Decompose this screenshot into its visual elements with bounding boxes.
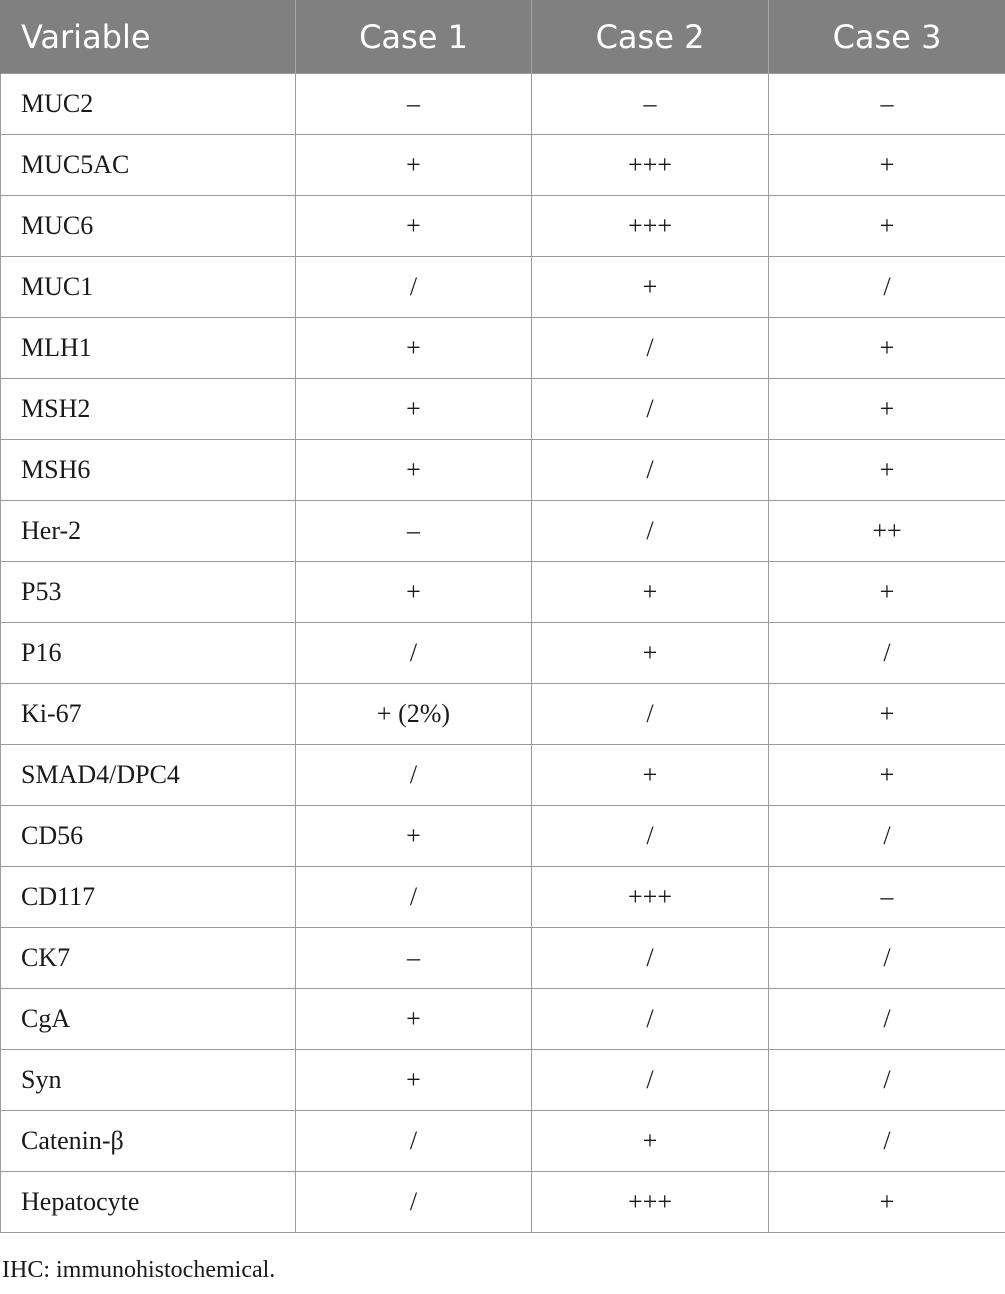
case-1-cell: / — [296, 623, 532, 684]
table-row — [1, 318, 1005, 379]
table-row — [1, 928, 1005, 989]
table-row — [1, 501, 1005, 562]
header-case-1: Case 1 — [296, 0, 532, 74]
case-3-cell: / — [769, 257, 1005, 318]
case-1-cell: – — [296, 74, 532, 135]
table-row — [1, 867, 1005, 928]
table-row — [1, 562, 1005, 623]
case-2-cell: +++ — [532, 1172, 769, 1233]
table-body — [1, 74, 1005, 1233]
case-2-cell: +++ — [532, 196, 769, 257]
case-1-cell: / — [296, 1172, 532, 1233]
variable-cell: MSH6 — [1, 440, 296, 501]
case-1-cell: + — [296, 196, 532, 257]
variable-cell: MUC6 — [1, 196, 296, 257]
case-1-cell: – — [296, 928, 532, 989]
case-2-cell: +++ — [532, 867, 769, 928]
header-case-2: Case 2 — [532, 0, 769, 74]
case-3-cell: + — [769, 135, 1005, 196]
case-1-cell: + — [296, 135, 532, 196]
case-3-cell: + — [769, 196, 1005, 257]
case-2-cell: + — [532, 1111, 769, 1172]
variable-cell: Catenin-β — [1, 1111, 296, 1172]
variable-cell: CD117 — [1, 867, 296, 928]
case-1-cell: + — [296, 379, 532, 440]
table-row — [1, 257, 1005, 318]
case-3-cell: + — [769, 684, 1005, 745]
case-1-cell: + (2%) — [296, 684, 532, 745]
case-3-cell: ++ — [769, 501, 1005, 562]
header-row — [1, 0, 1005, 74]
variable-cell: MSH2 — [1, 379, 296, 440]
table-row — [1, 806, 1005, 867]
case-1-cell: / — [296, 1111, 532, 1172]
table-row — [1, 379, 1005, 440]
case-2-cell: / — [532, 928, 769, 989]
case-3-cell: / — [769, 806, 1005, 867]
case-3-cell: / — [769, 1050, 1005, 1111]
variable-cell: CK7 — [1, 928, 296, 989]
case-1-cell: + — [296, 806, 532, 867]
case-3-cell: + — [769, 440, 1005, 501]
case-1-cell: / — [296, 745, 532, 806]
case-3-cell: + — [769, 745, 1005, 806]
header-variable: Variable — [1, 0, 296, 74]
case-2-cell: + — [532, 257, 769, 318]
variable-cell: P16 — [1, 623, 296, 684]
variable-cell: MUC2 — [1, 74, 296, 135]
variable-cell: CD56 — [1, 806, 296, 867]
table-row — [1, 74, 1005, 135]
variable-cell: Her-2 — [1, 501, 296, 562]
case-3-cell: / — [769, 928, 1005, 989]
header-case-3: Case 3 — [769, 0, 1005, 74]
table-footnote: IHC: immunohistochemical. — [2, 1257, 276, 1283]
case-3-cell: / — [769, 1111, 1005, 1172]
case-3-cell: + — [769, 379, 1005, 440]
case-3-cell: / — [769, 989, 1005, 1050]
table-row — [1, 745, 1005, 806]
case-2-cell: + — [532, 745, 769, 806]
case-2-cell: / — [532, 318, 769, 379]
case-2-cell: / — [532, 989, 769, 1050]
table-row — [1, 196, 1005, 257]
table-row — [1, 989, 1005, 1050]
case-1-cell: / — [296, 257, 532, 318]
table-row — [1, 135, 1005, 196]
table-row — [1, 440, 1005, 501]
variable-cell: MUC1 — [1, 257, 296, 318]
case-3-cell: – — [769, 74, 1005, 135]
variable-cell: Syn — [1, 1050, 296, 1111]
case-2-cell: +++ — [532, 135, 769, 196]
case-3-cell: + — [769, 318, 1005, 379]
case-1-cell: + — [296, 989, 532, 1050]
variable-cell: MLH1 — [1, 318, 296, 379]
variable-cell: P53 — [1, 562, 296, 623]
case-2-cell: / — [532, 806, 769, 867]
case-2-cell: – — [532, 74, 769, 135]
case-1-cell: + — [296, 440, 532, 501]
case-3-cell: + — [769, 1172, 1005, 1233]
case-2-cell: / — [532, 379, 769, 440]
table-row — [1, 684, 1005, 745]
case-3-cell: + — [769, 562, 1005, 623]
variable-cell: Hepatocyte — [1, 1172, 296, 1233]
case-1-cell: + — [296, 1050, 532, 1111]
variable-cell: Ki-67 — [1, 684, 296, 745]
table-row — [1, 623, 1005, 684]
case-1-cell: / — [296, 867, 532, 928]
case-2-cell: / — [532, 440, 769, 501]
case-1-cell: – — [296, 501, 532, 562]
variable-cell: SMAD4/DPC4 — [1, 745, 296, 806]
case-1-cell: + — [296, 318, 532, 379]
case-1-cell: + — [296, 562, 532, 623]
case-3-cell: – — [769, 867, 1005, 928]
table-row — [1, 1050, 1005, 1111]
table-header — [1, 0, 1005, 74]
case-3-cell: / — [769, 623, 1005, 684]
variable-cell: CgA — [1, 989, 296, 1050]
table-row — [1, 1111, 1005, 1172]
case-2-cell: / — [532, 684, 769, 745]
case-2-cell: + — [532, 623, 769, 684]
variable-cell: MUC5AC — [1, 135, 296, 196]
case-2-cell: / — [532, 1050, 769, 1111]
table-row — [1, 1172, 1005, 1233]
case-2-cell: / — [532, 501, 769, 562]
case-2-cell: + — [532, 562, 769, 623]
